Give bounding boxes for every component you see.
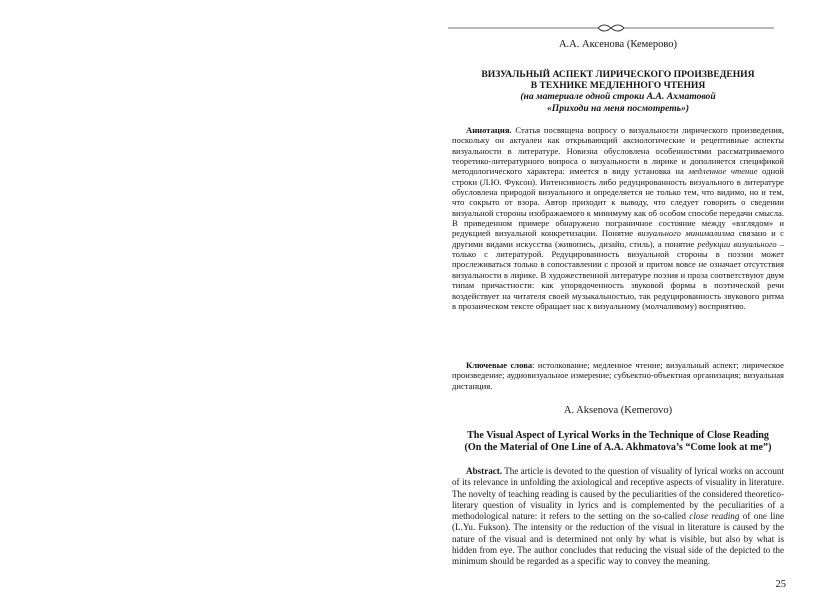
abstract-label: Abstract. bbox=[466, 466, 503, 476]
annotation-emphasis-3: редукции визуального bbox=[697, 238, 777, 249]
keywords-ru bbox=[452, 360, 784, 391]
title-en-line-1: The Visual Aspect of Lyrical Works in the Technique of Close Reading bbox=[467, 430, 769, 441]
title-ru-line-1: ВИЗУАЛЬНЫЙ АСПЕКТ ЛИРИЧЕСКОГО ПРОИЗВЕДЕНИЯ bbox=[481, 69, 755, 80]
annotation-text-4: – только с литературой. Редуцированность визуальной стороны в поэзии может прослеживаться только в сопоставлении с прозой и притом вовсе не означает отсутствия визуальности в лирике. В художественной литературе поэзия и проза соответствуют двум типам причастности: как упорядоченность звуковой формы в поэтической речи воздействует на читателя своей музыкальностью, так редуцированность звукового ритма в прозаическом тексте обращает нас к визуальному (молчаливому) восприятию. bbox=[452, 238, 784, 311]
annotation-text-3: связано и с другими видами искусства (живопись, дизайн, стиль), а понятие bbox=[452, 228, 784, 249]
author-ru: А.А. Аксенова (Кемерово) bbox=[558, 39, 678, 50]
author-en: A. Aksenova (Kemerovo) bbox=[563, 405, 673, 416]
annotation-emphasis-1: медленное чтение bbox=[688, 166, 758, 177]
annotation-label: Аннотация. bbox=[466, 125, 512, 135]
title-ru-line-2: В ТЕХНИКЕ МЕДЛЕННОГО ЧТЕНИЯ bbox=[530, 80, 706, 92]
annotation-text-1: Статья посвящена вопросу о визуальности лирического произведения, поскольку он актуален как открывающий аксиологические и рецептивные аспекты визуальности в литературе. Новизна обусловлена особенностями рассматриваемого теоретико-литературного вопроса о визуальности в лирике и дополняется спецификой методологического характера: имеется в виду установка на bbox=[452, 125, 784, 177]
ornament-center bbox=[598, 25, 624, 31]
article-title-en bbox=[452, 430, 784, 454]
title-en-line-2: (On the Material of One Line of A.A. Akhmatova’s “Come look at me”) bbox=[464, 441, 772, 453]
abstract-text-1: The article is devoted to the question of visuality of lyrical works on account of its relevance in unfolding the axiological and receptive aspects of visuality in literature. The novelty of teaching reading is caused by the peculiarities of the considered theoretico-literary question of visuality in lyrics and is complemented by the peculiarities of a methodological nature: it refers to the setting on the so-called bbox=[452, 466, 784, 522]
page-number: 25 bbox=[775, 579, 786, 590]
abstract-emphasis-1: close reading bbox=[689, 511, 740, 522]
annotation-text-2: одной строки (Л.Ю. Фуксон). Интенсивность либо редуцированность визуального в литературе обусловлена природой визуального и определяется не только тем, что видимо, но и тем, что сокрыто от взора. Автор приходит к выводу, что следует говорить о сведении визуальной стороны изображаемого к минимуму как об особом способе передачи смысла. В приведенном примере обнаружено пограничное состояние между «взглядом» и редукцией визуальной конкретизации. Понятие bbox=[452, 166, 784, 239]
keywords-label: Ключевые слова bbox=[466, 360, 533, 370]
abstract-en bbox=[452, 466, 784, 568]
title-ru-line-3: (на материале одной строки А.А. Ахматовой bbox=[520, 91, 716, 103]
article-title-ru bbox=[452, 69, 784, 114]
header-ornament bbox=[448, 22, 774, 34]
title-ru-line-4: «Приходи на меня посмотреть») bbox=[546, 102, 690, 114]
keywords-text: : истолкование; медленное чтение; визуальный аспект; лирическое произведение; аудиовизуальное измерение; субъектно-объектная организация; визуальная дистанция. bbox=[452, 360, 784, 391]
abstract-text-2: of one line (L.Yu. Fukson). The intensity or the reduction of the visual in literature is caused by the nature of the visual and is determined not only by what is visible, but also by what is hidden from eye. The author concludes that reducing the visual side of the depicted to the minimum should be regarded as a specific way to convey the meaning. bbox=[452, 511, 784, 567]
annotation-ru bbox=[452, 125, 784, 311]
annotation-emphasis-2: визуального минимализма bbox=[637, 228, 735, 239]
